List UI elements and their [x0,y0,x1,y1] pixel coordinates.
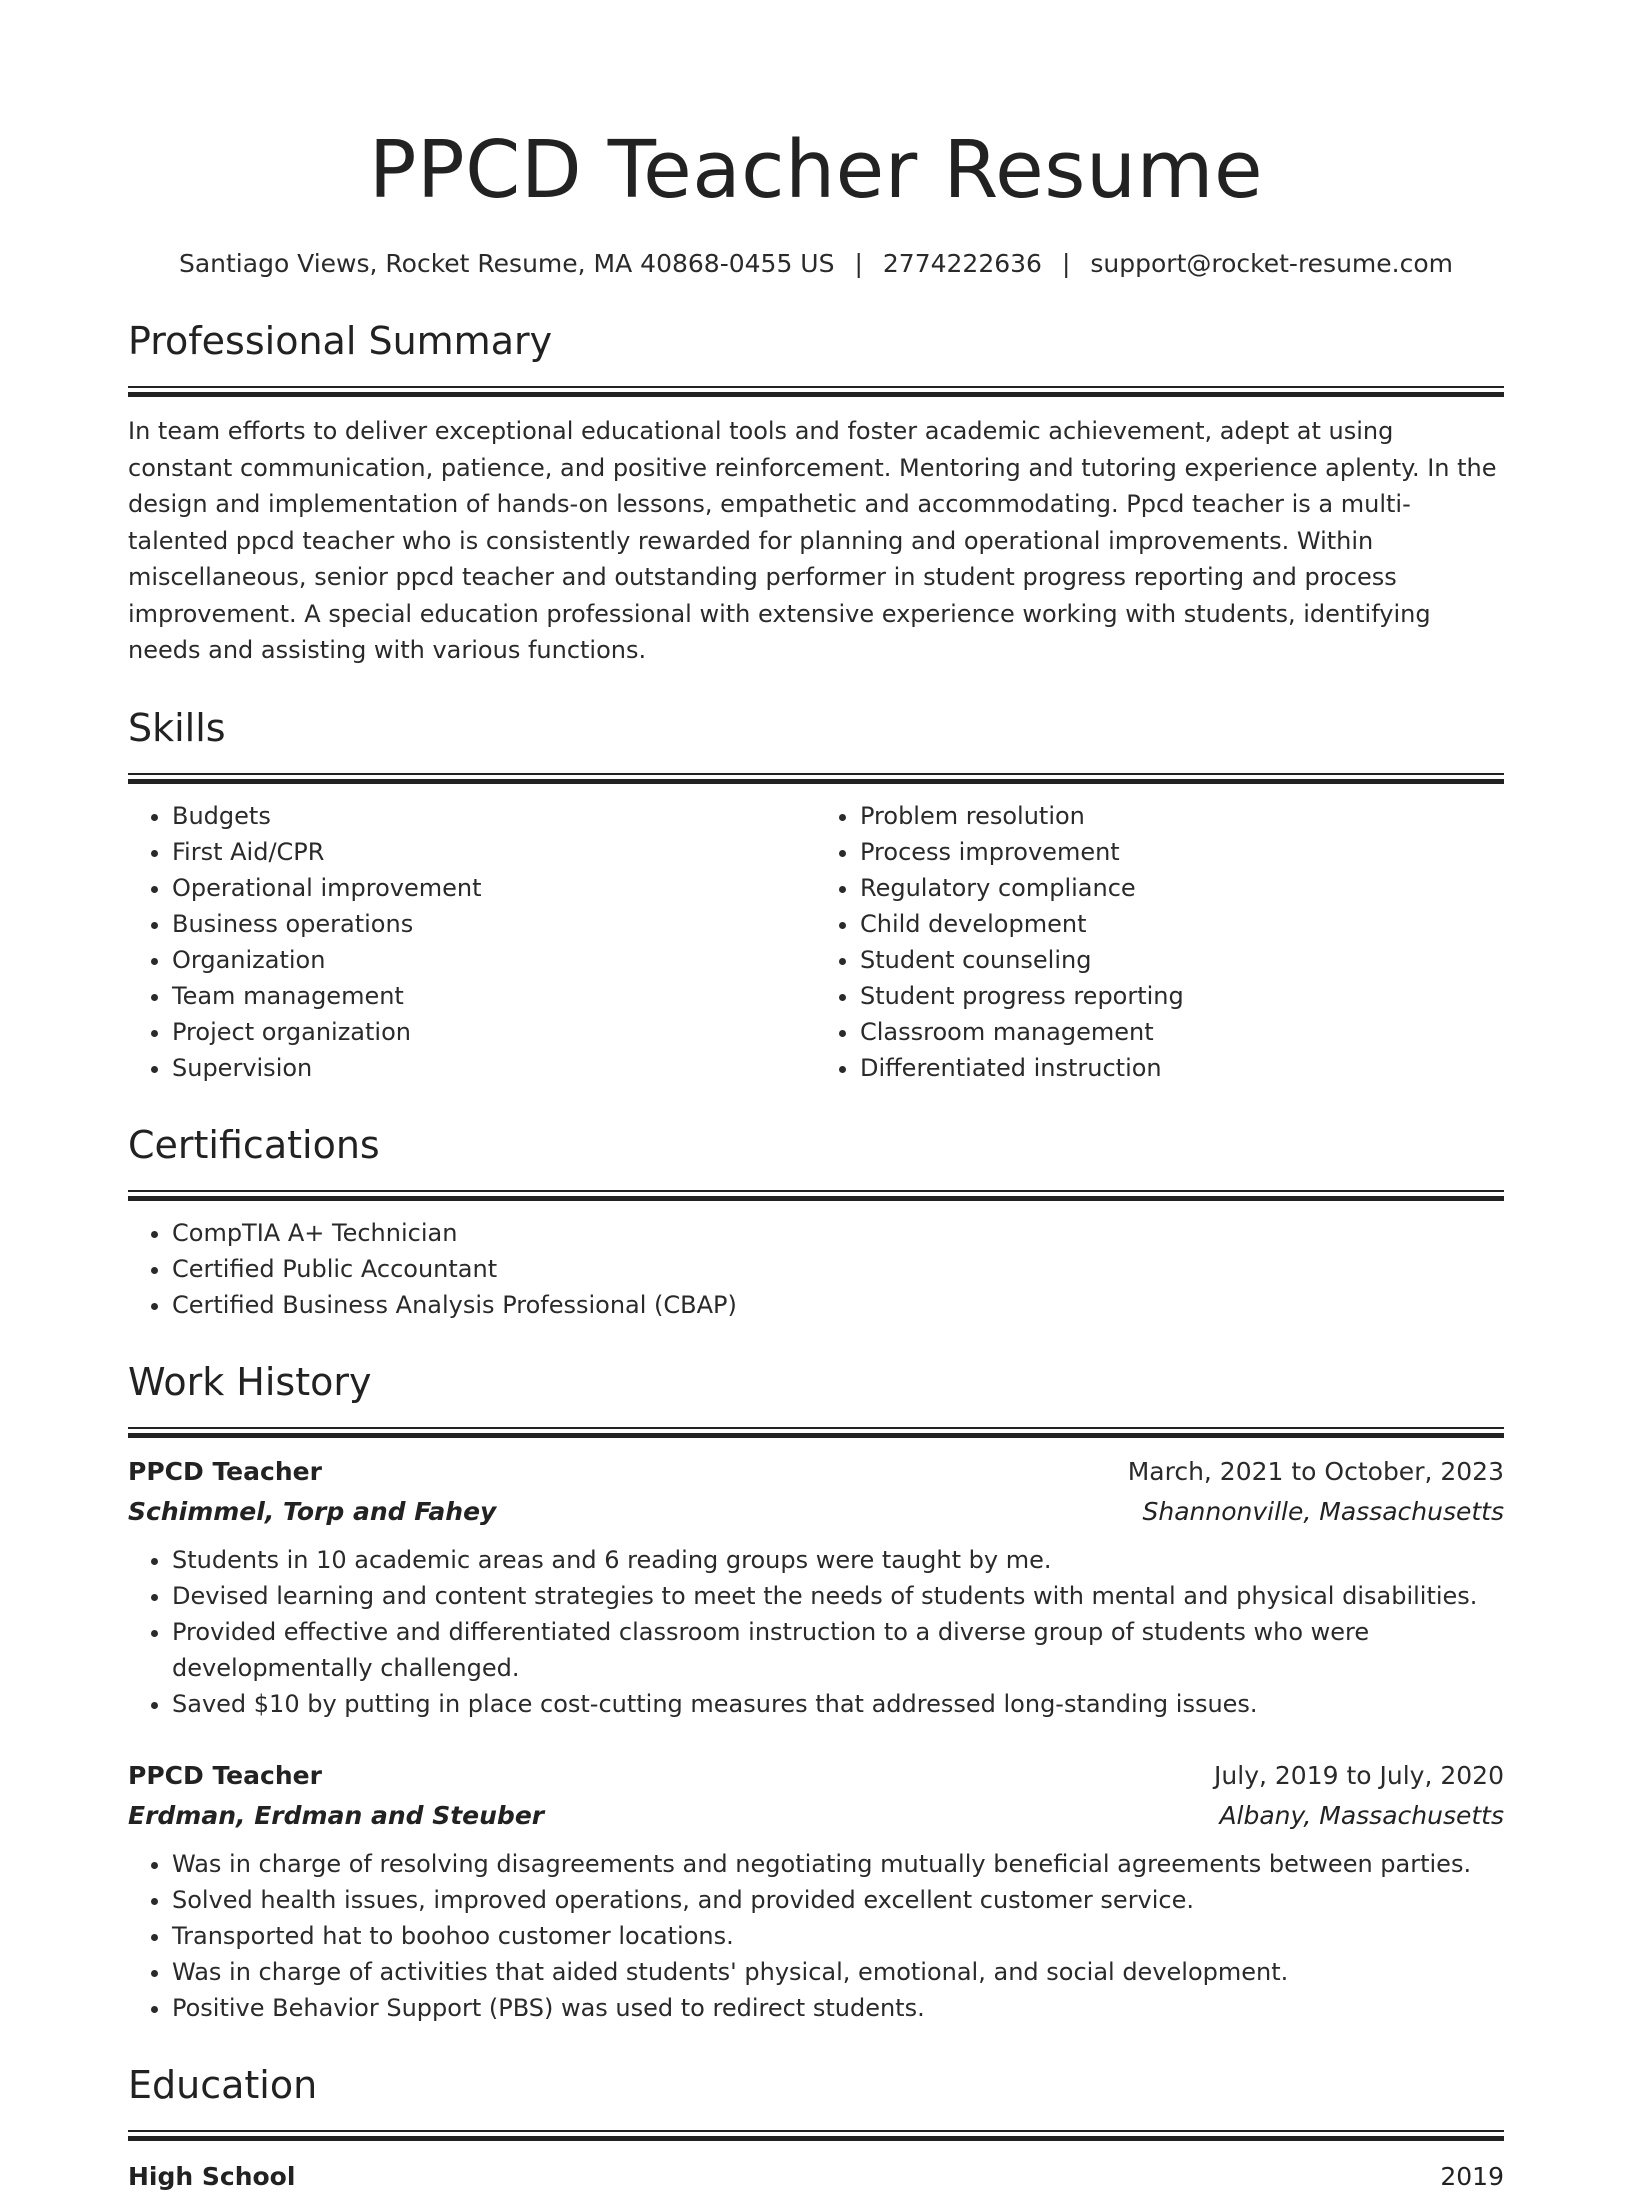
job-duty-item: • Devised learning and content strategies to meet the needs of students with mental and physical disabilities. [172,1578,1504,1614]
section-heading-education: Education [128,2062,318,2107]
job-duty-item: • Saved $10 by putting in place cost-cutting measures that addressed long-standing issues. [172,1686,1504,1722]
skill-item: • Regulatory compliance [860,870,1504,906]
skill-item: • Supervision [172,1050,816,1086]
skills-list-left [128,798,816,1086]
job-dates: March, 2021 to October, 2023 [1127,1456,1504,1486]
certifications-list [128,1215,1504,1323]
section-divider [128,773,1504,784]
skill-item: • Business operations [172,906,816,942]
skills-section [128,703,1504,1086]
skills-grid [128,798,1504,1086]
summary-section [128,316,1504,669]
section-heading-certifications: Certifications [128,1122,380,1167]
section-heading-skills: Skills [128,705,226,750]
skill-item: • Process improvement [860,834,1504,870]
resume-title: PPCD Teacher Resume [368,124,1264,216]
skill-item: • Student counseling [860,942,1504,978]
job-duty-item: • Transported hat to boohoo customer locations. [172,1918,1504,1954]
job-duty-item: • Students in 10 academic areas and 6 reading groups were taught by me. [172,1542,1504,1578]
contact-separator: | [1061,249,1071,278]
certification-item: • Certified Business Analysis Professional (CBAP) [172,1287,1504,1323]
skill-item: • Child development [860,906,1504,942]
certifications-section [128,1120,1504,1323]
education-entry [128,2157,1504,2197]
education-year: 2019 [1440,2161,1504,2191]
job-company-row [128,1492,1504,1532]
skill-item: • Budgets [172,798,816,834]
job-title: PPCD Teacher [128,1760,322,1790]
job-location: Shannonville, Massachusetts [1142,1496,1504,1526]
job-dates: July, 2019 to July, 2020 [1214,1760,1504,1790]
job-company: Erdman, Erdman and Steuber [128,1800,545,1830]
contact-phone: 2774222636 [882,249,1042,278]
job-location: Albany, Massachusetts [1219,1800,1504,1830]
skill-item: • Organization [172,942,816,978]
certification-item: • CompTIA A+ Technician [172,1215,1504,1251]
job-title: PPCD Teacher [128,1456,322,1486]
job-duty-item: • Solved health issues, improved operations, and provided excellent customer service. [172,1882,1504,1918]
section-divider [128,386,1504,397]
work-history-section [128,1357,1504,2026]
education-section [128,2060,1504,2197]
job-duty-item: • Provided effective and differentiated classroom instruction to a diverse group of students who were developmentally challenged. [172,1614,1504,1686]
skill-item: • Student progress reporting [860,978,1504,1014]
skill-item: • Classroom management [860,1014,1504,1050]
job-duty-item: • Was in charge of resolving disagreements and negotiating mutually beneficial agreements between parties. [172,1846,1504,1882]
job-entry [128,1452,1504,1722]
summary-text: In team efforts to deliver exceptional educational tools and foster academic achievement, adept at using constant communication, patience, and positive reinforcement. Mentoring and tutoring experience aplenty. In the design and implementation of hands-on lessons, empathetic and accommodating. Ppcd teacher is a multi-talented ppcd teacher who is consistently rewarded for planning and operational improvements. Within miscellaneous, senior ppcd teacher and outstanding performer in student progress reporting and process improvement. A special education professional with extensive experience working with students, identifying needs and assisting with various functions. [128,417,1497,664]
job-company: Schimmel, Torp and Fahey [128,1496,497,1526]
job-duty-item: • Positive Behavior Support (PBS) was used to redirect students. [172,1990,1504,2026]
job-entry [128,1756,1504,2026]
section-divider [128,1427,1504,1438]
contact-address: Santiago Views, Rocket Resume, MA 40868-0455 US [178,249,835,278]
skill-item: • Team management [172,978,816,1014]
section-divider [128,1190,1504,1201]
skill-item: • First Aid/CPR [172,834,816,870]
job-duties-list [128,1846,1504,2026]
skill-item: • Problem resolution [860,798,1504,834]
contact-line [128,246,1504,282]
skills-list-right [816,798,1504,1086]
skill-item: • Operational improvement [172,870,816,906]
section-divider [128,2130,1504,2141]
job-duty-item: • Was in charge of activities that aided students' physical, emotional, and social development. [172,1954,1504,1990]
certification-item: • Certified Public Accountant [172,1251,1504,1287]
contact-separator: | [854,249,863,278]
education-degree: High School [128,2161,296,2191]
job-company-row [128,1796,1504,1836]
skill-item: • Project organization [172,1014,816,1050]
job-duties-list [128,1542,1504,1722]
skill-item: • Differentiated instruction [860,1050,1504,1086]
job-header-row [128,1452,1504,1492]
section-heading-work-history: Work History [128,1359,372,1404]
job-header-row [128,1756,1504,1796]
section-heading-summary: Professional Summary [128,319,553,363]
contact-email: support@rocket-resume.com [1090,249,1454,278]
